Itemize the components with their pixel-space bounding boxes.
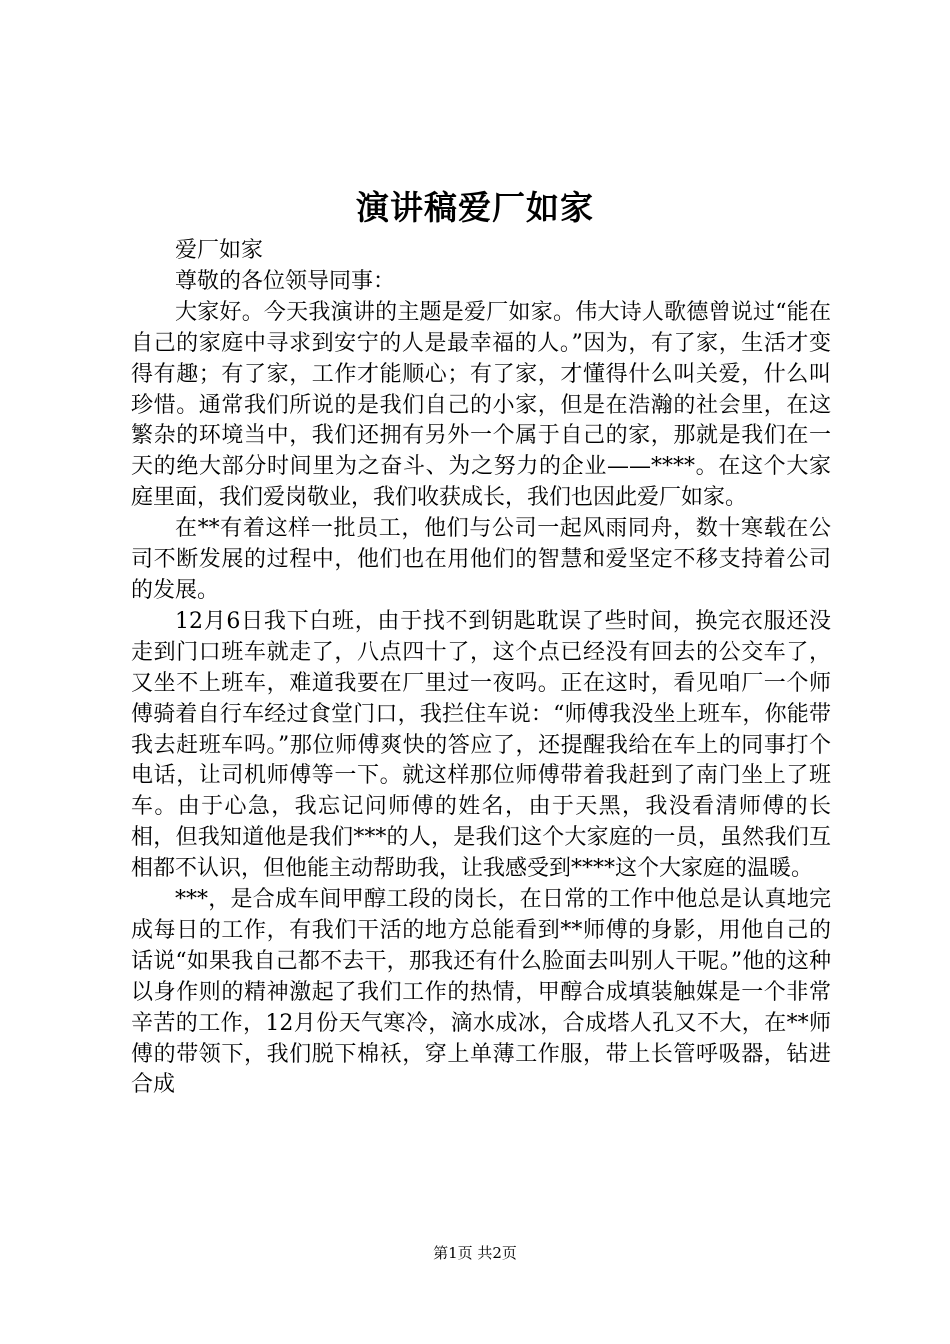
document-title: 演讲稿爱厂如家: [356, 188, 594, 227]
page-footer: 第1页 共2页: [433, 1244, 517, 1262]
paragraph-salutation: 尊敬的各位领导同事：: [175, 268, 396, 294]
paragraph: 大家好。今天我演讲的主题是爱厂如家。伟大诗人歌德曾说过“能在自己的家庭中寻求到安宁的人是最幸福的人。”因为，有了家，生活才变得有趣；有了家，工作才能顺心；有了家，才懂得什么叫关爱，什么叫珍惜。通常我们所说的是我们自己的小家，但是在浩瀚的社会里，在这繁杂的环境当中，我们还拥有另外一个属于自己的家，那就是我们在一天的绝大部分时间里为之奋斗、为之努力的企业——****。在这个大家庭里面，我们爱岗敬业，我们收获成长，我们也因此爱厂如家。: [131, 299, 831, 511]
paragraph-subtitle: 爱厂如家: [175, 238, 264, 263]
document-body: [131, 236, 831, 1101]
paragraph: 在**有着这样一批员工，他们与公司一起风雨同舟，数十寒载在公司不断发展的过程中，他们也在用他们的智慧和爱坚定不移支持着公司的发展。: [131, 516, 831, 603]
paragraph: ***，是合成车间甲醇工段的岗长，在日常的工作中他总是认真地完成每日的工作，有我们干活的地方总能看到**师傅的身影，用他自己的话说“如果我自己都不去干，那我还有什么脸面去叫别人干呢。”他的这种以身作则的精神激起了我们工作的热情，甲醇合成填装触媒是一个非常辛苦的工作，12月份天气寒冷，滴水成冰，合成塔人孔又不大，在**师傅的带领下，我们脱下棉袄，穿上单薄工作服，带上长管呼吸器，钻进合成: [131, 887, 831, 1098]
paragraph: 12月6日我下白班，由于找不到钥匙耽误了些时间，换完衣服还没走到门口班车就走了，八点四十了，这个点已经没有回去的公交车了，又坐不上班车，难道我要在厂里过一夜吗。正在这时，看见咱厂一个师傅骑着自行车经过食堂门口，我拦住车说：“师傅我没坐上班车，你能带我去赶班车吗。”那位师傅爽快的答应了，还提醒我给在车上的同事打个电话，让司机师傅等一下。就这样那位师傅带着我赶到了南门坐上了班车。由于心急，我忘记问师傅的姓名，由于天黑，我没看清师傅的长相，但我知道他是我们***的人，是我们这个大家庭的一员，虽然我们互相都不认识，但他能主动帮助我，让我感受到****这个大家庭的温暖。: [131, 608, 831, 882]
